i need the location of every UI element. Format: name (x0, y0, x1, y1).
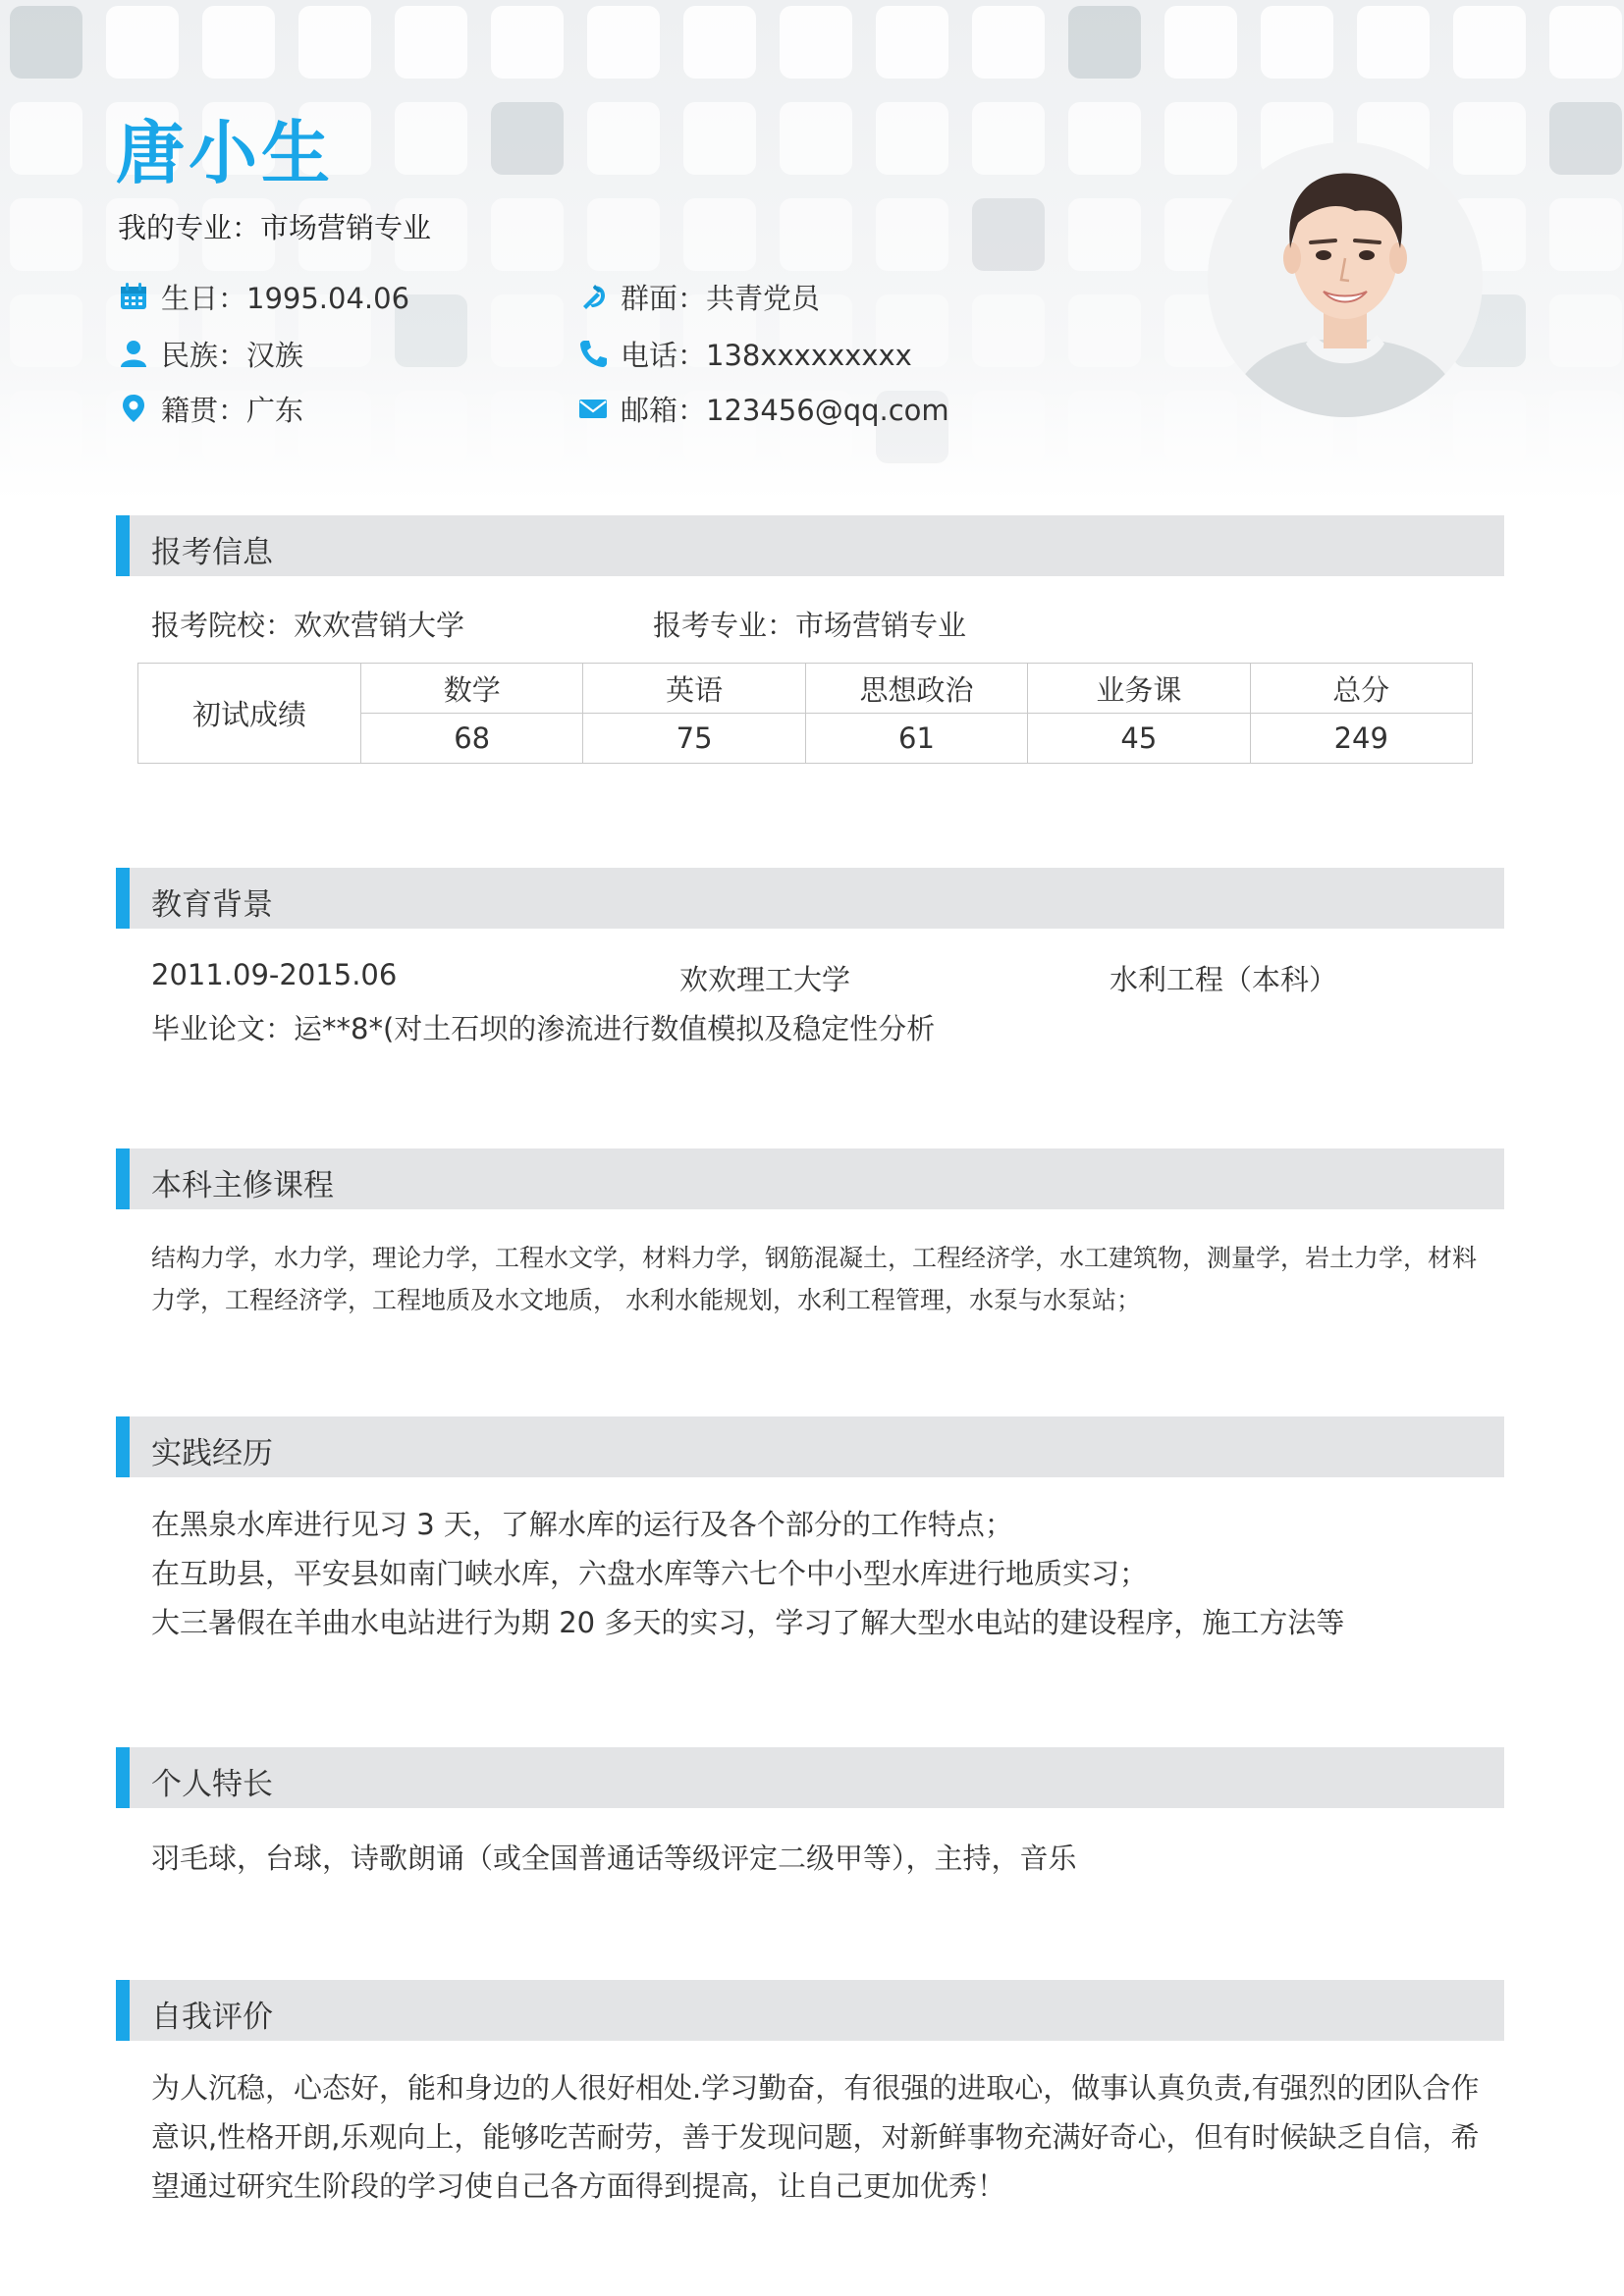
decorative-tile (10, 294, 82, 367)
education-period: 2011.09-2015.06 (151, 958, 398, 991)
education-thesis: 毕业论文：运**8*(对土石坝的渗流进行数值模拟及稳定性分析 (151, 1012, 936, 1045)
decorative-tile (1549, 102, 1622, 175)
birthday-text: 生日：1995.04.06 (161, 281, 410, 315)
subject-total: 总分 (1250, 664, 1472, 714)
decorative-tile (1164, 6, 1237, 79)
score-politics: 61 (805, 714, 1027, 764)
decorative-tile (491, 294, 564, 367)
section-bar-practice (116, 1416, 1504, 1477)
decorative-tile (1357, 6, 1430, 79)
decorative-tile (1068, 294, 1141, 367)
decorative-tile (972, 391, 1045, 463)
decorative-tile (683, 6, 756, 79)
decorative-tile (1164, 391, 1237, 463)
decorative-tile (1549, 391, 1622, 463)
hometown-row (118, 389, 303, 428)
decorative-tile (298, 391, 371, 463)
exam-major: 报考专业：市场营销专业 (653, 609, 967, 642)
location-pin-icon (118, 393, 149, 424)
decorative-tile (587, 6, 660, 79)
person-icon (118, 338, 149, 369)
decorative-tile (1549, 198, 1622, 271)
decorative-tile (395, 6, 467, 79)
decorative-tile (10, 391, 82, 463)
decorative-tile (491, 102, 564, 175)
decorative-tile (1068, 6, 1141, 79)
decorative-tile (1453, 391, 1526, 463)
education-degree: 水利工程（本科） (1110, 963, 1338, 996)
score-header-row (138, 664, 1473, 714)
decorative-tile (1549, 294, 1622, 367)
self-eval-line: 为人沉稳，心态好，能和身边的人很好相处.学习勤奋，有很强的进取心，做事认真负责,有强烈的团队合作 (151, 2071, 1480, 2105)
decorative-tile (972, 294, 1045, 367)
subject-major-course: 业务课 (1028, 664, 1250, 714)
decorative-tile (106, 6, 179, 79)
decorative-tile (10, 198, 82, 271)
phone-text: 电话：138xxxxxxxxx (621, 338, 912, 372)
decorative-tile (1164, 102, 1237, 175)
section-bar-self-eval (116, 1980, 1504, 2041)
political-status-text: 群面：共青党员 (621, 281, 821, 315)
decorative-tile (780, 198, 852, 271)
phone-icon (577, 338, 609, 369)
decorative-tile (1261, 6, 1333, 79)
candidate-major: 我的专业：市场营销专业 (118, 211, 432, 244)
score-math: 68 (361, 714, 583, 764)
decorative-tile (780, 6, 852, 79)
decorative-tile (491, 6, 564, 79)
education-school: 欢欢理工大学 (679, 963, 851, 996)
decorative-tile (876, 198, 948, 271)
score-major-course: 45 (1028, 714, 1250, 764)
hometown-text: 籍贯：广东 (161, 393, 304, 427)
decorative-tile (1549, 6, 1622, 79)
self-eval-line: 望通过研究生阶段的学习使自己各方面得到提高，让自己更加优秀！ (151, 2169, 1006, 2203)
decorative-tile (1453, 102, 1526, 175)
section-title-courses: 本科主修课程 (151, 1168, 334, 1203)
section-bar-skills (116, 1747, 1504, 1808)
skills-text: 羽毛球，台球，诗歌朗诵（或全国普通话等级评定二级甲等），主持，音乐 (151, 1842, 1077, 1875)
section-title-exam: 报考信息 (151, 535, 273, 570)
decorative-tile (876, 6, 948, 79)
section-title-skills: 个人特长 (151, 1767, 273, 1802)
exam-school: 报考院校：欢欢营销大学 (151, 609, 465, 642)
section-title-practice: 实践经历 (151, 1436, 273, 1471)
candidate-name: 唐小生 (116, 113, 334, 193)
decorative-tile (395, 102, 467, 175)
decorative-tile (395, 391, 467, 463)
decorative-tile (972, 6, 1045, 79)
ethnicity-row (118, 334, 303, 373)
decorative-tile (683, 198, 756, 271)
birthday-row (118, 277, 409, 316)
self-eval-text (151, 2063, 1496, 2211)
decorative-tile (1068, 391, 1141, 463)
decorative-tile (683, 102, 756, 175)
decorative-tile (10, 102, 82, 175)
decorative-tile (491, 198, 564, 271)
section-title-self-eval: 自我评价 (151, 2000, 273, 2035)
score-label: 初试成绩 (138, 664, 361, 764)
decorative-tile (972, 198, 1045, 271)
avatar-illustration (1208, 142, 1483, 417)
decorative-tile (1068, 102, 1141, 175)
calendar-icon (118, 281, 149, 312)
email-row (577, 389, 949, 428)
email-text: 邮箱：123456@qq.com (621, 393, 949, 427)
section-bar-education (116, 868, 1504, 929)
ethnicity-text: 民族：汉族 (161, 338, 304, 372)
section-bar-exam (116, 515, 1504, 576)
practice-item: 在黑泉水库进行见习 3 天，了解水库的运行及各个部分的工作特点； (151, 1508, 1013, 1541)
party-emblem-icon (577, 281, 609, 312)
decorative-tile (972, 102, 1045, 175)
courses-line-2: 力学，工程经济学，工程地质及水文地质， 水利水能规划，水利工程管理，水泵与水泵站； (151, 1286, 1141, 1314)
self-eval-line: 意识,性格开朗,乐观向上，能够吃苦耐劳，善于发现问题，对新鲜事物充满好奇心，但有时候缺乏自信，希 (151, 2120, 1480, 2154)
profile-photo (1208, 142, 1483, 417)
decorative-tile (1068, 198, 1141, 271)
decorative-tile (10, 6, 82, 79)
decorative-tile (491, 391, 564, 463)
subject-english: 英语 (583, 664, 805, 714)
score-total: 249 (1250, 714, 1472, 764)
decorative-tile (1453, 6, 1526, 79)
score-table (137, 663, 1473, 764)
subject-math: 数学 (361, 664, 583, 714)
practice-list (151, 1500, 1496, 1647)
political-status-row (577, 277, 820, 316)
practice-item: 大三暑假在羊曲水电站进行为期 20 多天的实习，学习了解大型水电站的建设程序，施工方法等 (151, 1606, 1345, 1639)
practice-item: 在互助县，平安县如南门峡水库，六盘水库等六七个中小型水库进行地质实习； (151, 1557, 1149, 1590)
phone-row (577, 334, 912, 373)
courses-line-1: 结构力学，水力学，理论力学，工程水文学，材料力学，钢筋混凝土，工程经济学，水工建筑物，测量学，岩土力学，材料 (151, 1244, 1478, 1272)
decorative-tile (587, 198, 660, 271)
decorative-tile (202, 6, 275, 79)
decorative-tile (587, 102, 660, 175)
envelope-icon (577, 393, 609, 424)
section-title-education: 教育背景 (151, 887, 273, 923)
score-english: 75 (583, 714, 805, 764)
section-bar-courses (116, 1148, 1504, 1209)
decorative-tile (298, 6, 371, 79)
decorative-tile (780, 102, 852, 175)
decorative-tile (876, 102, 948, 175)
subject-politics: 思想政治 (805, 664, 1027, 714)
